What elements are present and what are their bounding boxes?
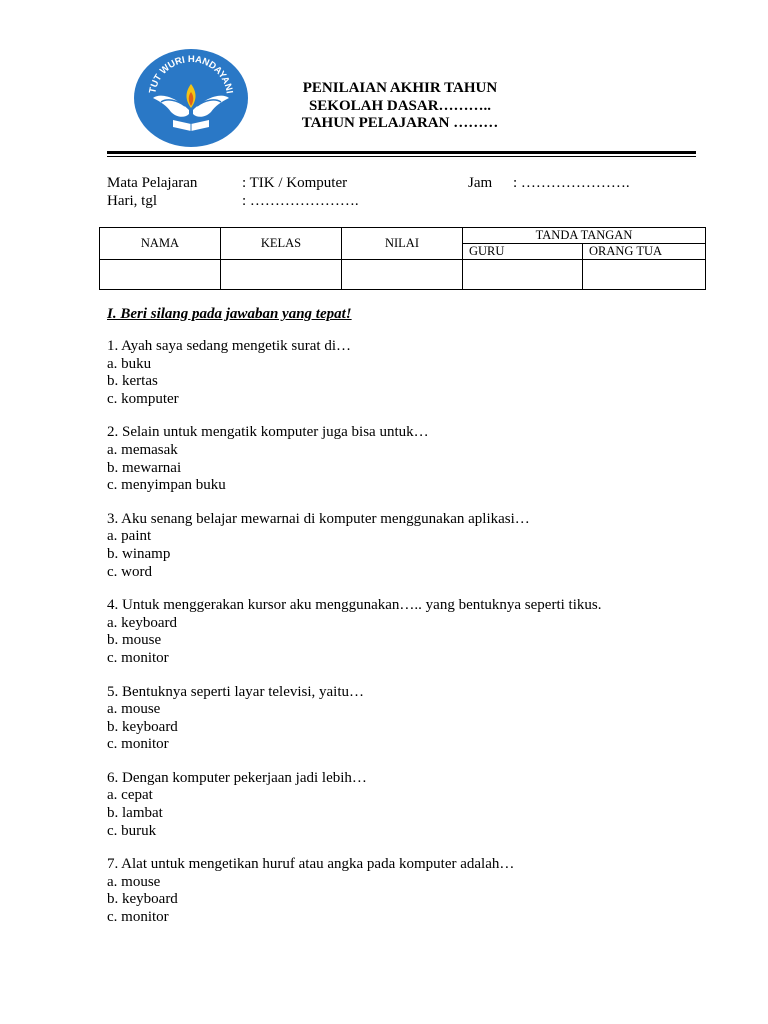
date-label: Hari, tgl [107,193,157,209]
header-kelas: KELAS [221,228,342,260]
answer-option[interactable]: a. memasak [107,441,178,458]
subject-value: : TIK / Komputer [242,175,348,191]
nama-field[interactable] [100,260,221,290]
title-line-1: PENILAIAN AKHIR TAHUN [302,80,498,96]
section-instruction: I. Beri silang pada jawaban yang tepat! [107,306,352,322]
question-text: 6. Dengan komputer pekerjaan jadi lebih… [107,769,367,786]
answer-option[interactable]: a. paint [107,528,152,545]
answer-option[interactable]: a. mouse [107,701,161,718]
answer-option[interactable]: a. keyboard [107,614,177,631]
answer-option[interactable]: c. word [107,563,152,580]
nilai-field[interactable] [342,260,463,290]
subject-label: Mata Pelajaran [107,175,198,191]
logo-motto: TUT WURI HANDAYANI [147,53,235,95]
answer-option[interactable]: b. winamp [107,545,171,562]
student-identity-table [99,227,706,290]
answer-option[interactable]: a. cepat [107,787,153,804]
answer-option[interactable]: c. monitor [107,649,169,666]
answer-option[interactable]: b. kertas [107,373,158,390]
header-guru: GURU [463,244,583,260]
answer-option[interactable]: a. buku [107,355,152,372]
header-nilai: NILAI [342,228,463,260]
time-label: Jam [468,175,493,191]
answer-option[interactable]: c. monitor [107,736,169,753]
question-item [107,856,747,926]
header-divider-thick [107,151,696,154]
question-item [107,424,747,494]
answer-option[interactable]: c. monitor [107,909,169,926]
answer-option[interactable]: b. keyboard [107,891,178,908]
answer-option[interactable]: b. mewarnai [107,459,182,476]
title-line-3: TAHUN PELAJARAN ……… [301,115,499,131]
exam-title [250,80,550,133]
question-text: 2. Selain untuk mengatik komputer juga bisa untuk… [107,424,429,441]
date-value: : …………………. [242,193,359,209]
answer-option[interactable]: a. mouse [107,873,161,890]
question-item [107,597,747,667]
question-list [107,338,747,943]
question-item [107,511,747,581]
answer-option[interactable]: c. komputer [107,390,179,407]
header-divider-thin [107,156,696,157]
answer-option[interactable]: b. lambat [107,805,163,822]
answer-option[interactable]: c. buruk [107,822,157,839]
header-orang-tua: ORANG TUA [583,244,706,260]
answer-option[interactable]: c. menyimpan buku [107,477,226,494]
answer-option[interactable]: b. mouse [107,632,162,649]
tut-wuri-handayani-logo [133,48,249,148]
question-text: 1. Ayah saya sedang mengetik surat di… [107,338,351,354]
question-text: 3. Aku senang belajar mewarnai di komputer menggunakan aplikasi… [107,510,530,527]
question-text: 4. Untuk menggerakan kursor aku menggunakan….. yang bentuknya seperti tikus. [107,597,602,614]
header-nama: NAMA [100,228,221,260]
question-text: 7. Alat untuk mengetikan huruf atau angka pada komputer adalah… [107,856,515,873]
question-item [107,338,747,408]
question-item [107,770,747,840]
kelas-field[interactable] [221,260,342,290]
title-line-2: SEKOLAH DASAR……….. [308,97,492,114]
answer-option[interactable]: b. keyboard [107,718,178,735]
header-tanda-tangan: TANDA TANGAN [463,228,706,244]
question-item [107,684,747,754]
question-text: 5. Bentuknya seperti layar televisi, yaitu… [107,683,365,700]
time-value: : …………………. [513,175,630,191]
guru-signature-field[interactable] [463,260,583,290]
orang-tua-signature-field[interactable] [583,260,706,290]
